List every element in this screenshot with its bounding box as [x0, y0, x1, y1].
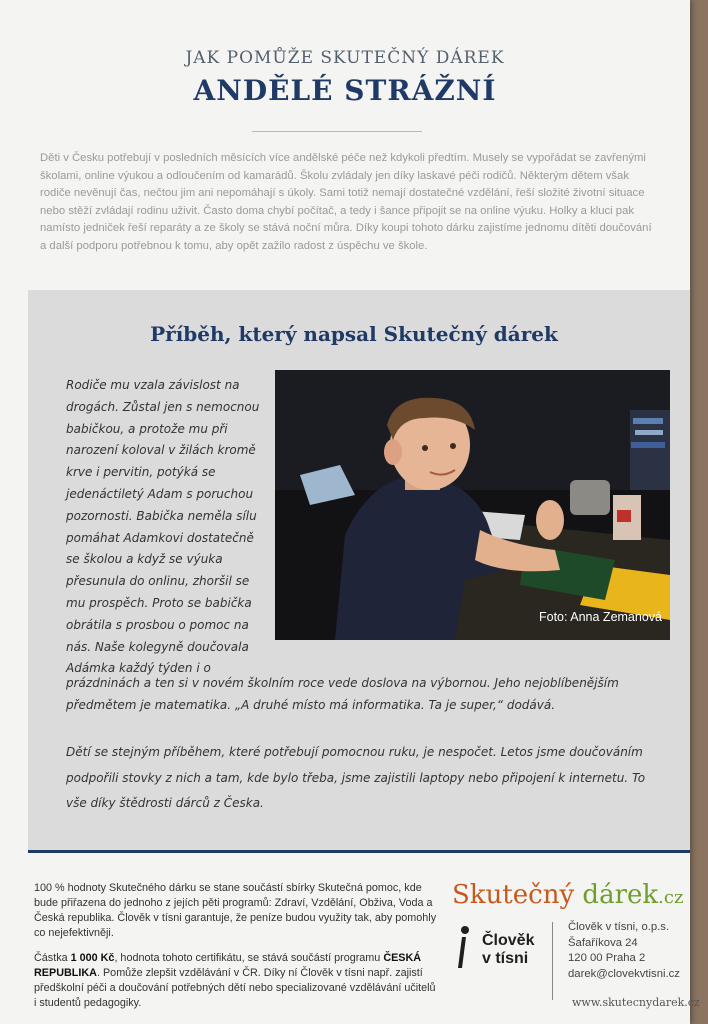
org-name [482, 932, 534, 968]
program-description: . Pomůže zlepšit vzdělávání v ČR. Díky ní Člověk v tísni např. zajistí předškolní péči a doučování potřebných dětí nebo specializované vzdělávání učitelů i studentů pedagogiky. [34, 967, 436, 1009]
org-name-line-2: v tísni [482, 950, 529, 967]
org-address [568, 920, 680, 982]
amount-mid-text: , hodnota tohoto certifikátu, se stává součástí programu [114, 952, 381, 964]
photo-caption: Foto: Anna Zemanová [539, 610, 662, 624]
story-paragraph-2: Dětí se stejným příběhem, které potřebují pomocnou ruku, je nespočet. Letos jsme doučováním podpořili stovky z nich a tam, kde bylo třeba, jsme zajistili laptopy nebo připojení k internetu. To vše díky štědrosti dárců z Česka. [66, 745, 646, 810]
address-line: 120 00 Praha 2 [568, 952, 646, 964]
brand-word-2: dárek [582, 880, 659, 910]
page-title: ANDĚLÉ STRÁŽNÍ [193, 74, 497, 107]
pre-title: JAK POMŮŽE SKUTEČNÝ DÁREK [185, 48, 505, 68]
amount-prefix: Částka [34, 952, 68, 964]
brand-word-1: Skutečný [452, 880, 575, 910]
address-line: Člověk v tísni, o.p.s. [568, 921, 670, 933]
boy-at-desk-image [275, 370, 670, 640]
website-link[interactable]: www.skutecnydarek.cz [572, 996, 700, 1009]
footer-paragraph-1: 100 % hodnoty Skutečného dárku se stane součástí sbírky Skutečná pomoc, kde bude přiřazena do jednoho z jejích pěti programů: Zdraví, Vzdělání, Obživa, Voda a Česká republika. Člověk v tísni garantuje, že peníze budou využity tak, aby pomohly co nejefektivněji. [34, 882, 437, 939]
program-name: ČESKÁ REPUBLIKA [34, 952, 422, 979]
footer-divider [552, 922, 553, 1000]
story-title: Příběh, který napsal Skutečný dárek [150, 322, 558, 346]
email-link[interactable]: darek@clovekvtisni.cz [568, 967, 680, 980]
story-text-beside-photo: Rodiče mu vzala závislost na drogách. Zůstal jen s nemocnou babičkou, a protože mu při narození koloval v žilách kromě krve i pervitin, potýká se jedenáctiletý Adam s poruchou pozornosti. Babička neměla sílu pomáhat Adamkovi dostatečně se školou a když se výuka přesunula do onlinu, zhoršil se mu prospěch. Proto se babička obrátila s prosbou o pomoc na nás. Naše kolegyně doučovala Adámka každý týden i o [66, 378, 260, 676]
footer-info [34, 881, 439, 1021]
story-text-full-width: prázdninách a ten si v novém školním roce vede doslova na výbornou. Jeho nejoblíbenějším předmětem je matematika. „A druhé místo má informatika. Ta je super,“ dodává. [66, 676, 619, 712]
amount-value: 1 000 Kč [70, 952, 115, 964]
address-line: Šafaříkova 24 [568, 936, 638, 949]
story-photo [275, 370, 670, 640]
brand-tld: .cz [658, 887, 684, 908]
footer-paragraph-2 [34, 951, 439, 1011]
intro-paragraph: Děti v Česku potřebují v posledních měsících více andělské péče než kdykoli předtím. Musely se vypořádat se zavřenými školami, online výukou a odloučením od kamarádů. Školu zvládaly jen díky laskavé péči rodičů. Některým dětem však rodiče nevěnují čas, nečtou jim ani nepomáhají s úkoly. Sami totiž nemají dostatečné vzdělání, řeší složité životní situace nebo stěží zvládají rodinu uživit. Často doma chybí počítač, a tedy i šance připojit se na online výuku. Holky a kluci pak namísto jedniček řeší reparáty a ze školy se stává noční můra. Díky koupi tohoto dárku zajistíme jednomu dítěti doučování a další podporu potřebnou k tomu, aby opět zažilo radost z úspěchu ve škole. [40, 152, 652, 252]
org-name-line-1: Člověk [482, 932, 535, 949]
title-divider [252, 131, 422, 132]
skutecny-darek-logo [452, 880, 683, 910]
